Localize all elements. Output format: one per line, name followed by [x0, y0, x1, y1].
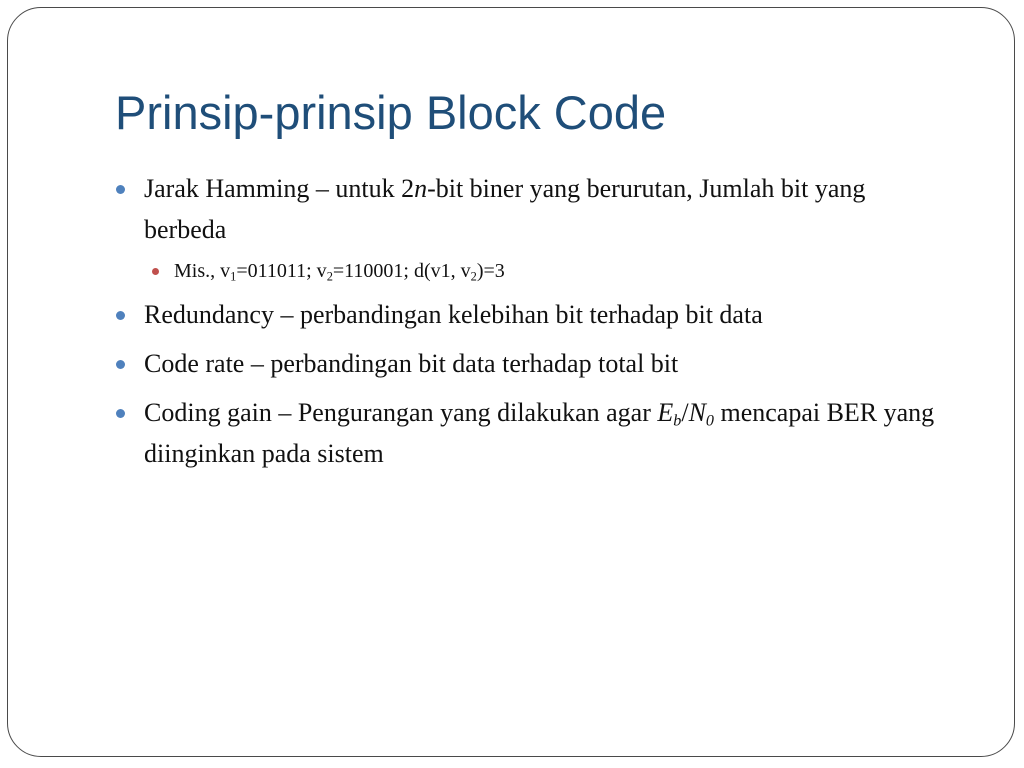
coding-gain-n: N: [688, 398, 706, 427]
hamming-text-suffix: -bit biner yang berurutan, Jumlah bit yang berbeda: [144, 174, 866, 244]
bullet-dot-icon: [116, 185, 125, 194]
bullet-item-hamming: [116, 168, 946, 250]
example-sub-1: 1: [230, 269, 237, 284]
example-sub-2: 2: [326, 269, 333, 284]
example-text-3: =110001; d(v1, v: [332, 260, 471, 282]
bullet-item-coding-gain: [116, 392, 946, 474]
coding-gain-e: E: [657, 398, 674, 427]
slide-content: [116, 168, 946, 482]
bullet-dot-icon: [116, 360, 125, 369]
example-text-1: Mis., v: [174, 260, 231, 282]
coding-gain-slash: /: [681, 398, 689, 427]
coding-gain-text-suffix: mencapai BER yang diinginkan pada sistem: [144, 398, 935, 468]
coding-gain-e-sub: b: [673, 412, 682, 430]
code-rate-text: Code rate – perbandingan bit data terhadap total bit: [144, 349, 679, 378]
slide-title: Prinsip-prinsip Block Code: [115, 86, 667, 139]
bullet-dot-icon: [116, 311, 125, 320]
bullet-dot-icon: [116, 409, 125, 418]
coding-gain-n-sub: 0: [705, 412, 714, 430]
coding-gain-text-prefix: Coding gain – Pengurangan yang dilakukan agar: [144, 398, 658, 427]
sub-bullet-item-example: [116, 257, 946, 285]
hamming-italic-n: n: [414, 174, 428, 203]
sub-bullet-dot-icon: [152, 268, 159, 275]
example-text-4: )=3: [476, 260, 505, 282]
example-sub-3: 2: [470, 269, 477, 284]
hamming-text-prefix: Jarak Hamming – untuk 2: [144, 174, 415, 203]
redundancy-text: Redundancy – perbandingan kelebihan bit terhadap bit data: [144, 300, 763, 329]
example-text-2: =011011; v: [236, 260, 327, 282]
bullet-item-redundancy: [116, 294, 946, 335]
bullet-item-code-rate: [116, 343, 946, 384]
